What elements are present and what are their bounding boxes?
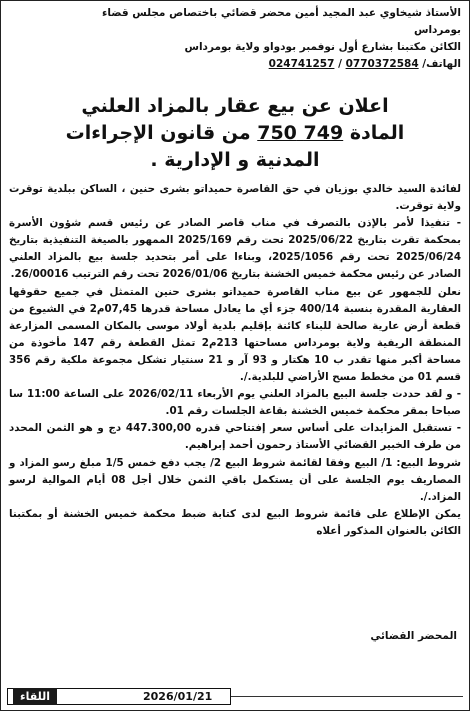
newspaper-logo: اللقاء: [13, 688, 57, 705]
execution-order-paragraph: - تنفيذا لأمر بالإذن بالتصرف في مناب قاصر الصادر عن رئيس قسم شؤون الأسرة بمحكمة تقرت بتاريخ 2025/06/22 تحت رقم 2025/169 الممهور بالصيغة التنفيذية بتاريخ 2025/06/24 تحت رقم 2025/1056، وبناءا على أمر بتحديد جلسة بيع بالمزاد العلني الصادر عن رئيس محكمة خميس الخشنة بتاريخ 2026/01/06 تحت رقم الترتيب 26/00016.: [9, 217, 462, 281]
divider: [231, 696, 463, 697]
bailiff-header: [9, 5, 461, 73]
opening-price-paragraph: - تستقبل المزايدات على أساس سعر إفتتاحي قدره 447.300,00 دج و هو الثمن المحدد من طرف الخبير القضائي الأستاذ رحمون أحمد إبراهيم.: [9, 422, 461, 452]
beneficiary-paragraph: لفائدة السيد خالدي بوزيان في حق القاصرة حميداتو بشرى حنين ، الساكن ببلدية توقرت ولاية توقرت.: [9, 183, 461, 213]
title-line-2: [11, 120, 459, 147]
bailiff-city-line: بومرداس: [413, 24, 461, 36]
title-article-suffix: من قانون الإجراءات: [65, 122, 258, 144]
publication-bar: [7, 688, 463, 706]
notice-title: [11, 93, 459, 174]
property-description-paragraph: نعلن للجمهور عن بيع مناب القاصرة حميداتو بشرى حنين المتمثل في جميع حقوقها العقارية المقدرة بنسبة 400/14 جزء أي ما يعادل مساحة قدرها 07,45م2 في الشيوع من قطعة أرض عارية صالحة للبناء كائنة بإقليم بلدية أولاد موسى بالمكان المسمى المزارعة المنطقة الريفية ولاية بومرداس مساحتها 213م2 تمثل القطعة رقم 147 مأخوذة من مساحة أكبر منها تقدر ب 10 هكتار و 93 آر و 21 سنتيار تشكل مجموعة ملكية رقم 356 قسم 01 من مخطط مسح الأراضي للبلدية./.: [9, 285, 461, 384]
sale-conditions-paragraph: شروط البيع: 1/ البيع وفقا لقائمة شروط البيع 2/ يجب دفع خمس 1/5 مبلغ رسو المزاد و المصاريف يوم الجلسة على أن يستكمل باقي الثمن خلال أجل 08 أيام الموالية لرسو المزاد./.: [9, 456, 462, 503]
phone-numbers: [269, 56, 419, 73]
phone-1: 0770372584: [345, 58, 419, 70]
bailiff-phone-line: [9, 56, 461, 73]
auction-date-paragraph: - و لقد حددت جلسة البيع بالمزاد العلني يوم الأربعاء 2026/02/11 على الساعة 11:00 سا صباحا بمقر محكمة خميس الخشنة بقاعة الجلسات رقم 01.: [9, 388, 461, 418]
signature: المحضر القضائي: [370, 630, 457, 642]
notice-body: [9, 181, 461, 540]
title-article-prefix: المادة: [343, 122, 405, 144]
title-line-1: اعلان عن بيع عقار بالمزاد العلني: [81, 95, 389, 117]
consultation-paragraph: يمكن الإطلاع على قائمة شروط البيع لدى كتابة ضبط محكمة خميس الخشنة أو بمكتبنا الكائن بالعنوان المذكور أعلاه: [9, 507, 461, 537]
title-line-3: المدنية و الإدارية .: [150, 149, 320, 171]
phone-2: 024741257: [268, 58, 335, 70]
bailiff-name-line: الأستاذ شيخاوي عبد المجيد أمين محضر قضائي باختصاص مجلس قضاء: [102, 7, 461, 19]
title-article-numbers: 749 750: [257, 122, 344, 144]
publication-date: 2026/01/21: [143, 690, 213, 703]
phone-label: الهاتف/: [422, 58, 461, 70]
phone-separator: /: [334, 58, 346, 70]
bailiff-address-line: الكائن مكتبنا بشارع أول نوفمبر بودواو ولاية بومرداس: [184, 41, 461, 53]
